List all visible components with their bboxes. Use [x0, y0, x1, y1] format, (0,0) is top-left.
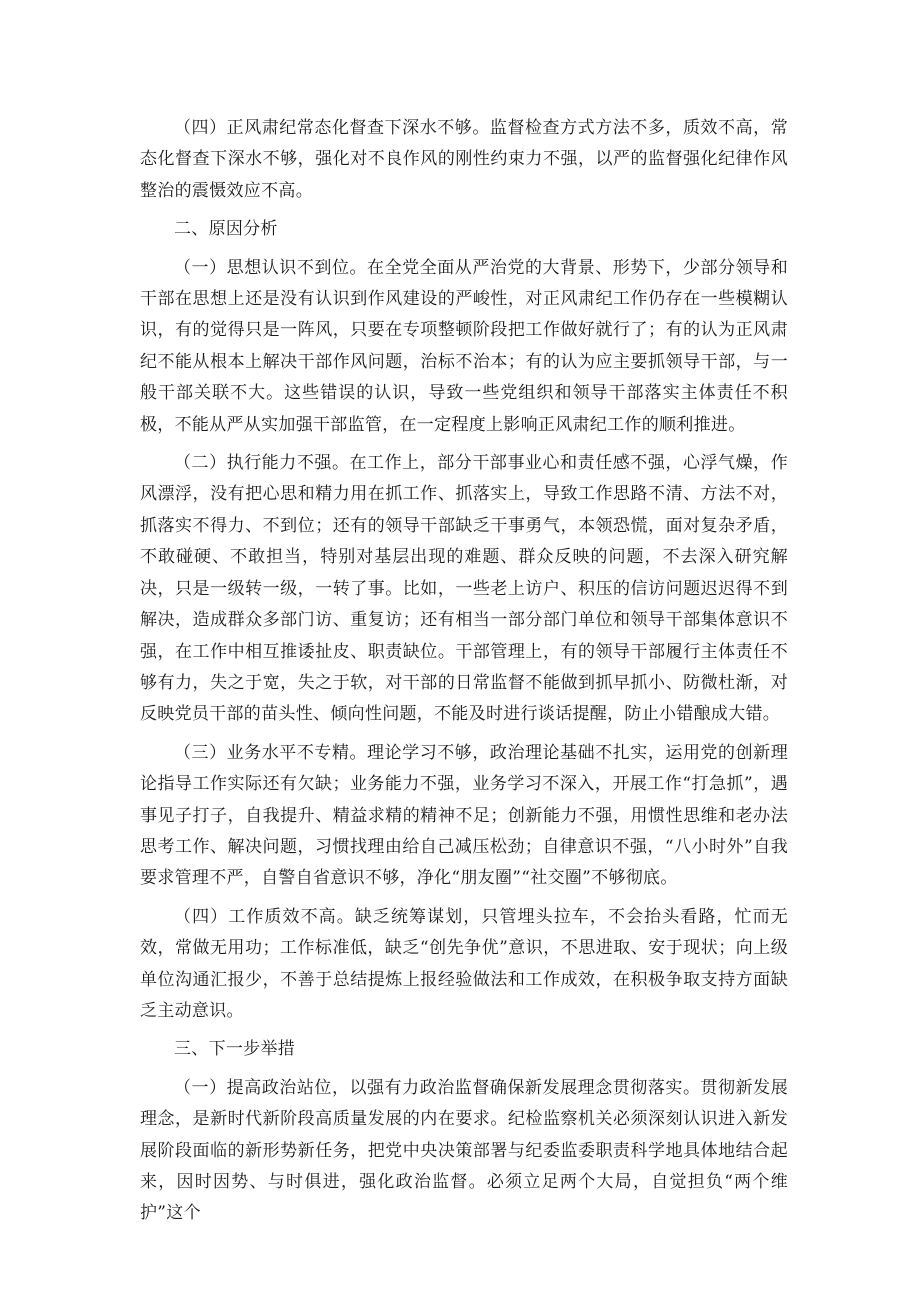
- document-body: [140, 113, 788, 1237]
- paragraph-4-rectification-supervision: （四）正风肃纪常态化督查下深水不够。监督检查方式方法不多，质效不高，常态化督查下深水不够，强化对不良作风的刚性约束力不强，以严的监督强化纪律作风整治的震慑效应不高。: [140, 118, 788, 201]
- paragraph-1-ideological-awareness: （一）思想认识不到位。在全党全面从严治党的大背景、形势下，少部分领导和干部在思想上还是没有认识到作风建设的严峻性，对正风肃纪工作仍存在一些模糊认识，有的觉得只是一阵风，只要在专项整顿阶段把工作做好就行了；有的认为正风肃纪不能从根本上解决干部作风问题，治标不治本；有的认为应主要抓领导干部，与一般干部关联不大。这些错误的认识，导致一些党组织和领导干部落实主体责任不积极，不能从严从实加强干部监管，在一定程度上影响正风肃纪工作的顺利推进。: [140, 257, 788, 435]
- paragraph-2-execution-ability: （二）执行能力不强。在工作上，部分干部事业心和责任感不强，心浮气燥，作风漂浮，没有把心思和精力用在抓工作、抓落实上，导致工作思路不清、方法不对，抓落实不得力、不到位；还有的领导干部缺乏干事勇气，本领恐慌，面对复杂矛盾，不敢碰硬、不敢担当，特别对基层出现的难题、群众反映的问题，不去深入研究解决，只是一级转一级，一转了事。比如，一些老上访户、积压的信访问题迟迟得不到解决，造成群众多部门访、重复访；还有相当一部分部门单位和领导干部集体意识不强，在工作中相互推诿扯皮、职责缺位。干部管理上，有的领导干部履行主体责任不够有力，失之于宽，失之于软，对干部的日常监督不能做到抓早抓小、防微杜渐，对反映党员干部的苗头性、倾向性问题，不能及时进行谈话提醒，防止小错酿成大错。: [140, 453, 788, 725]
- paragraph-4-work-quality: （四）工作质效不高。缺乏统筹谋划，只管埋头拉车，不会抬头看路，忙而无效，常做无用功；工作标准低，缺乏“创先争优”意识，不思进取、安于现状；向上级单位沟通汇报少，不善于总结提炼上报经验做法和工作成效，在积极争取支持方面缺乏主动意识。: [140, 906, 788, 1021]
- paragraph-1-political-stance: （一）提高政治站位，以强有力政治监督确保新发展理念贯彻落实。贯彻新发展理念，是新时代新阶段高质量发展的内在要求。纪检监察机关必须深刻认识进入新发展阶段面临的新形势新任务，把党中央决策部署与纪委监委职责科学地具体地结合起来，因时因势、与时俱进，强化政治监督。必须立足两个大局，自觉担负“两个维护”这个: [140, 1077, 788, 1224]
- section-heading-next-steps: 三、下一步举措: [174, 1039, 296, 1060]
- section-heading-cause-analysis: 二、原因分析: [174, 219, 278, 240]
- paragraph-3-business-level: （三）业务水平不专精。理论学习不够，政治理论基础不扎实，运用党的创新理论指导工作实际还有欠缺；业务能力不强，业务学习不深入，开展工作“打急抓”，遇事见子打子，自我提升、精益求精的精神不足；创新能力不强，用惯性思维和老办法思考工作、解决问题，习惯找理由给自己减压松劲；自律意识不强，“八小时外”自我要求管理不严，自警自省意识不够，净化“朋友圈”“社交圈”不够彻底。: [140, 742, 788, 889]
